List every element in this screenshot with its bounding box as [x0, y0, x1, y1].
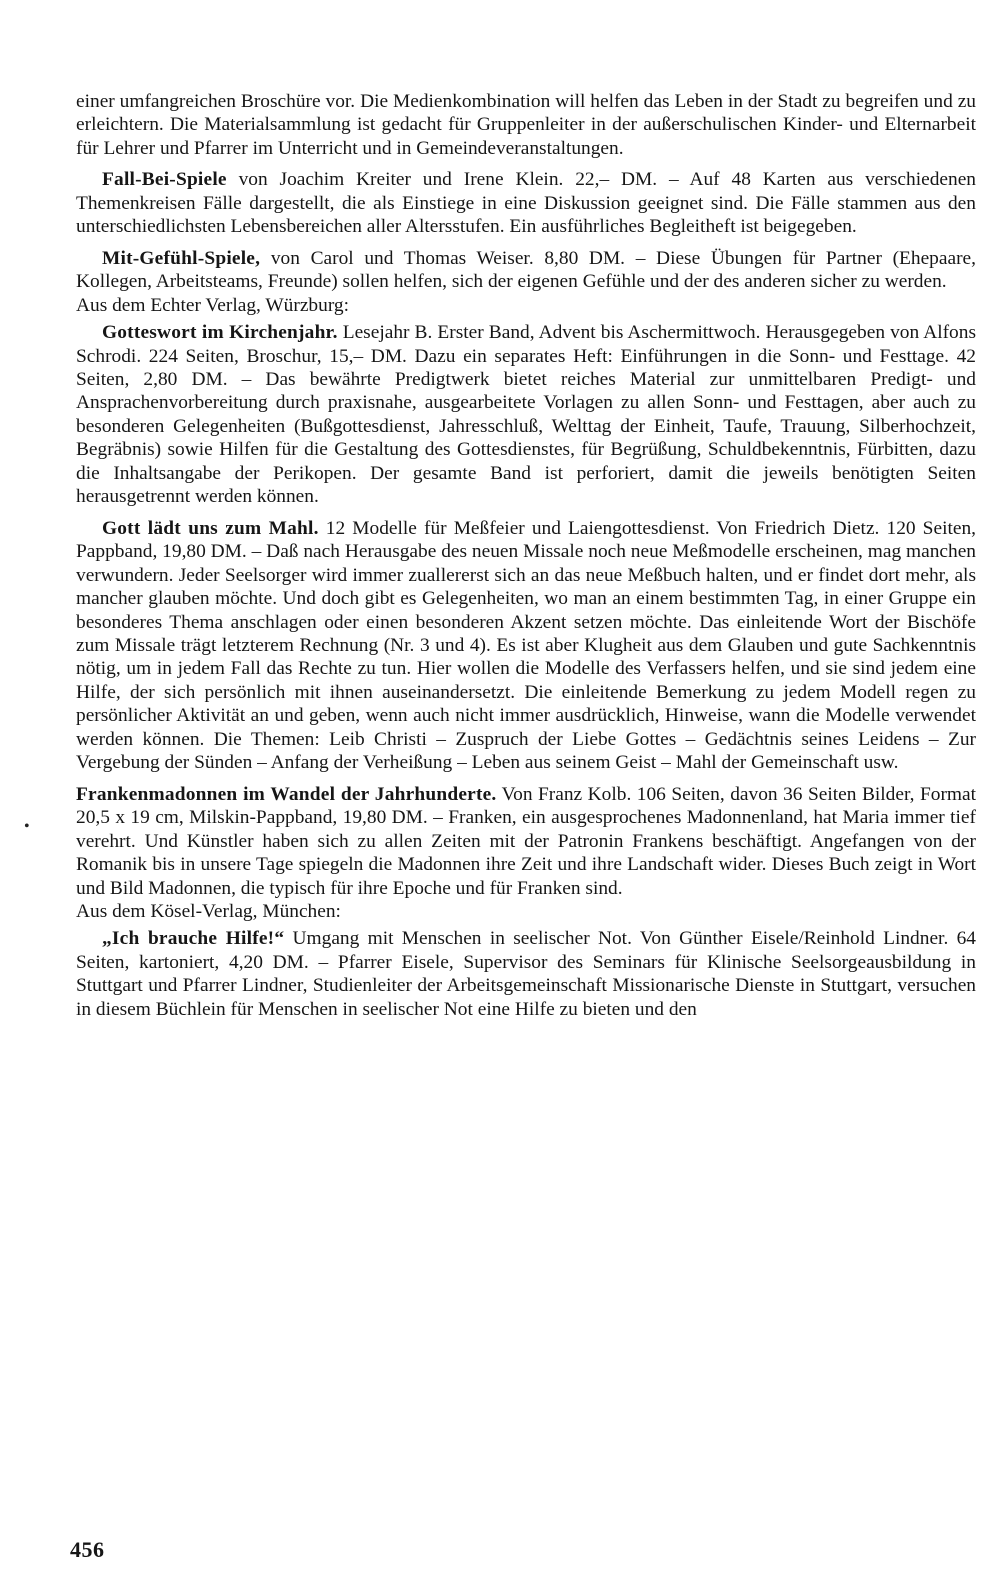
review-text: Von Franz Kolb. 106 Seiten, davon 36 Seiten Bilder, Format 20,5 x 19 cm, Milskin-Pappband, 19,80 DM. – Franken, ein ausgesprochenes Madonnenland, hat Maria immer tief verehrt. Und Künstler haben sich zu allen Zeiten mit der Patronin Frankens beschäftigt. Angefangen von der Romanik bis in unsere Tage spiegeln die Madonnen ihre Zeit und ihre Landschaft wider. Dieses Buch zeigt in Wort und Bild Madonnen, die typisch für ihre Epoche und für Franken sind.	[76, 783, 977, 899]
book-title: Mit-Gefühl-Spiele,	[102, 247, 261, 269]
page-number: 456	[70, 1537, 105, 1562]
book-title: „Ich brauche Hilfe!“	[102, 928, 285, 950]
publisher-heading-echter: Aus dem Echter Verlag, Würzburg:	[76, 294, 350, 316]
book-title: Fall-Bei-Spiele	[102, 169, 227, 191]
review-text: 12 Modelle für Meßfeier und Laiengottesdienst. Von Friedrich Dietz. 120 Seiten, Pappband, 19,80 DM. – Daß nach Herausgabe des neuen Missale noch neue Meßmodelle erscheinen, mag manchen verwundern. Jeder Seelsorger wird immer zuallererst sich an das neue Meßbuch halten, und er findet dort mehr, als mancher glauben möchte. Und doch gibt es Gelegenheiten, wo man an einem bestimmten Tag, in einer Gruppe ein besonderes Thema anschlagen oder einen besonderen Akzent setzen möchte. Das einleitende Wort der Bischöfe zum Missale trägt letzterem Rechnung (Nr. 3 und 4). Es ist aber Klugheit aus dem Glauben und gute Sachkenntnis nötig, um in jedem Fall das Rechte zu tun. Hier wollen die Modelle des Verfassers helfen, und sie sind jedem eine Hilfe, der sich persönlich mit ihnen auseinandersetzt. Die einleitende Bemerkung zu jedem Modell regen zu persönlicher Aktivität an und geben, wenn auch nicht immer ausdrücklich, Hinweise, wann die Modelle verwendet werden können. Die Themen: Leib Christi – Zuspruch der Liebe Gottes – Gedächtnis seines Leidens – Zur Vergebung der Sünden – Anfang der Verheißung – Leben aus seinem Geist – Mahl der Gemeinschaft usw.	[76, 517, 976, 774]
document-page	[76, 90, 976, 1021]
review-ich-brauche-hilfe	[76, 927, 976, 1021]
review-fall-bei-spiele	[76, 168, 976, 238]
intro-paragraph: einer umfangreichen Broschüre vor. Die Medienkombination will helfen das Leben in der Stadt zu begreifen und zu erleichtern. Die Materialsammlung ist gedacht für Gruppenleiter in der außerschulischen Kinder- und Elternarbeit für Lehrer und Pfarrer im Unterricht und in Gemeindeveranstaltungen.	[76, 91, 976, 159]
review-text: von Joachim Kreiter und Irene Klein. 22,– DM. – Auf 48 Karten aus verschiedenen Themenkreisen Fälle dargestellt, die als Einstiege in eine Diskussion geeignet sind. Die Fälle stammen aus den unterschiedlichsten Lebensbereichen aller Altersstufen. Ein ausführliches Begleitheft ist beigegeben.	[76, 169, 976, 238]
review-frankenmadonnen	[76, 783, 976, 900]
book-title: Gott lädt uns zum Mahl.	[102, 517, 319, 539]
review-mit-gefuehl-spiele	[76, 247, 976, 294]
publisher-heading-koesel: Aus dem Kösel-Verlag, München:	[76, 900, 341, 922]
review-text: Umgang mit Menschen in seelischer Not. Von Günther Eisele/Reinhold Lindner. 64 Seiten, kartoniert, 4,20 DM. – Pfarrer Eisele, Supervisor des Seminars für Klinische Seelsorgeausbildung in Stuttgart und Pfarrer Lindner, Studienleiter der Arbeitsgemeinschaft Missionarische Dienste in Stuttgart, versuchen in diesem Büchlein für Menschen in seelischer Not eine Hilfe zu bieten und den	[76, 928, 976, 1020]
review-gott-laedt	[76, 517, 976, 775]
review-text: Lesejahr B. Erster Band, Advent bis Aschermittwoch. Herausgegeben von Alfons Schrodi. 224 Seiten, Broschur, 15,– DM. Dazu ein separates Heft: Einführungen in die Sonn- und Festtage. 42 Seiten, 2,80 DM. – Das bewährte Predigtwerk bietet reiches Material zur unmittelbaren Predigt- und Ansprachenvorbereitung durch praxisnahe, ausgearbeitete Vorlagen zu allen Sonn- und Festtagen, aber auch zu besonderen Gelegenheiten (Bußgottesdienst, Jahresschluß, Welttag der Einheit, Taufe, Trauung, Silberhochzeit, Begräbnis) sowie Hilfen für die Gestaltung des Gottesdienstes, für Begrüßung, Schuldbekenntnis, Fürbitten, dazu die Inhaltsangabe der Perikopen. Der gesamte Band ist perforiert, damit die jeweils benötigten Seiten herausgetrennt werden können.	[76, 322, 976, 508]
book-title: Gotteswort im Kirchenjahr.	[102, 322, 338, 344]
review-gotteswort	[76, 321, 976, 509]
book-title: Frankenmadonnen im Wandel der Jahrhunderte.	[76, 783, 497, 805]
margin-bullet-mark: •	[24, 818, 30, 835]
review-text: von Carol und Thomas Weiser. 8,80 DM. – Diese Übungen für Partner (Ehepaare, Kollegen, Arbeitsteams, Freunde) sollen helfen, sich der eigenen Gefühle und der des anderen sicher zu werden.	[76, 247, 976, 293]
